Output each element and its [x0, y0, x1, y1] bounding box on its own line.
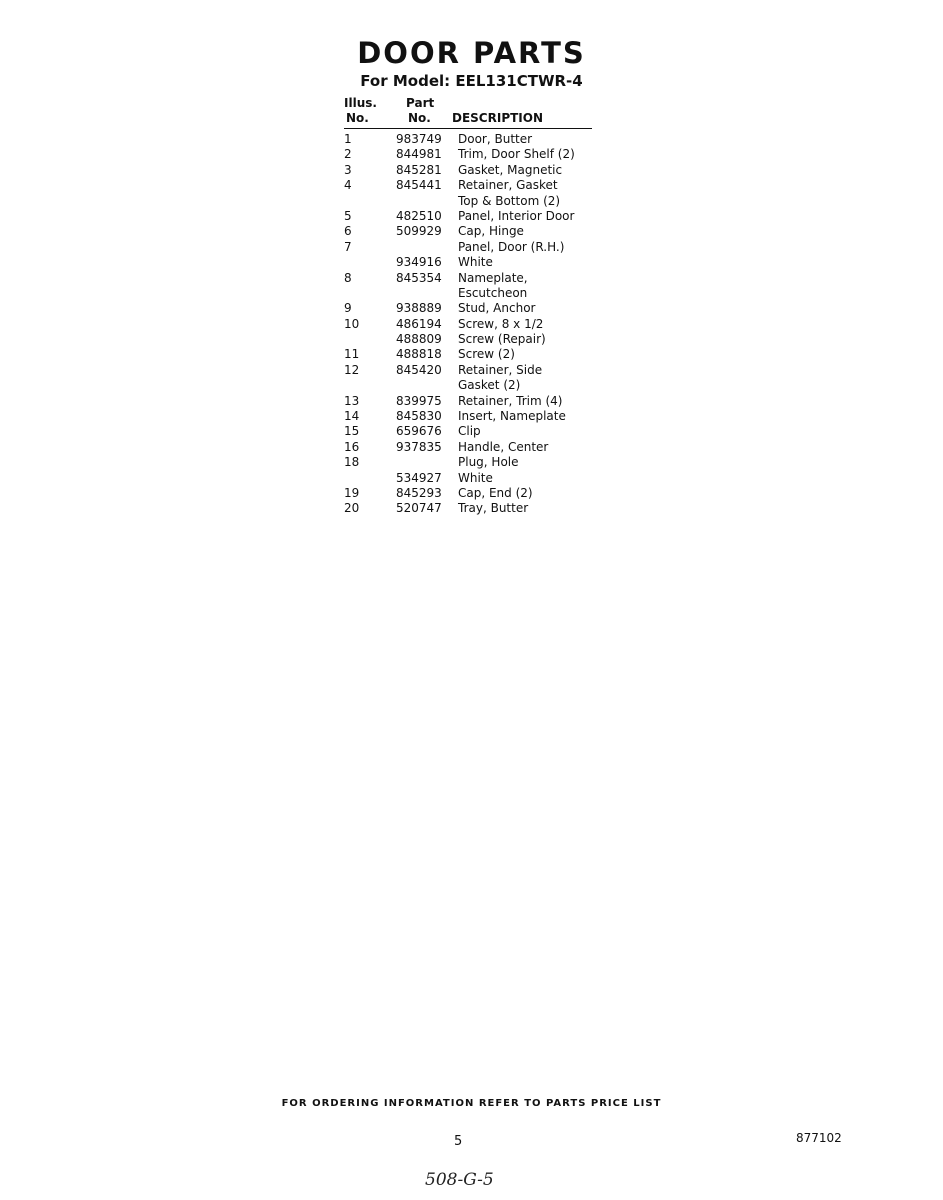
part-number: 659676 [396, 424, 442, 439]
table-row [344, 347, 592, 362]
table-row [344, 440, 592, 455]
illus-number: 5 [344, 208, 352, 223]
part-description: Top & Bottom (2) [458, 193, 561, 208]
part-description: Cap, Hinge [458, 224, 524, 239]
table-row [344, 224, 592, 239]
table-row [344, 163, 592, 178]
part-description: Clip [458, 424, 481, 439]
illus-number: 7 [344, 239, 352, 254]
part-description: Screw, 8 x 1/2 [458, 316, 544, 331]
part-number: 845441 [396, 178, 442, 193]
table-row [344, 455, 592, 470]
part-description: Gasket, Magnetic [458, 162, 563, 177]
parts-table [344, 95, 592, 517]
table-row [344, 486, 592, 501]
part-description: Panel, Interior Door [458, 208, 575, 223]
illus-number: 20 [344, 501, 360, 516]
part-description: Plug, Hole [458, 455, 519, 470]
part-number: 845281 [396, 162, 442, 177]
illus-number: 3 [344, 162, 352, 177]
illus-header-line1: Illus. [344, 96, 377, 110]
part-number: 845420 [396, 362, 442, 377]
illus-number: 2 [344, 147, 352, 162]
part-number: 845293 [396, 485, 442, 500]
part-number: 520747 [396, 501, 442, 516]
table-row [344, 363, 592, 378]
part-description: Handle, Center [458, 439, 549, 454]
page-number: 5 [454, 1134, 463, 1149]
part-number: 488818 [396, 347, 442, 362]
part-header-line2: No. [408, 111, 431, 125]
table-row [344, 194, 592, 209]
part-description: Retainer, Trim (4) [458, 393, 563, 408]
part-description: Stud, Anchor [458, 301, 536, 316]
table-row [344, 378, 592, 393]
part-description: Tray, Butter [458, 501, 529, 516]
page-title: DOOR PARTS [357, 36, 586, 70]
illus-number: 9 [344, 301, 352, 316]
ordering-note: FOR ORDERING INFORMATION REFER TO PARTS PRICE LIST [281, 1098, 662, 1109]
table-row [344, 209, 592, 224]
illus-number: 19 [344, 485, 360, 500]
illus-number: 12 [344, 362, 360, 377]
illus-number: 15 [344, 424, 360, 439]
table-row [344, 271, 592, 286]
part-description: Screw (Repair) [458, 332, 546, 347]
model-subtitle: For Model: EEL131CTWR-4 [360, 72, 583, 90]
part-number: 938889 [396, 301, 442, 316]
illus-header-line2: No. [346, 111, 369, 125]
illus-number: 18 [344, 455, 360, 470]
table-row [344, 132, 592, 147]
part-description: Gasket (2) [458, 378, 521, 393]
illus-number: 8 [344, 270, 352, 285]
table-row [344, 301, 592, 316]
part-number: 845830 [396, 409, 442, 424]
part-number: 482510 [396, 208, 442, 223]
table-header [344, 95, 592, 129]
part-description: White [458, 470, 493, 485]
document-number: 877102 [796, 1131, 842, 1145]
part-number: 839975 [396, 393, 442, 408]
illus-number: 1 [344, 132, 352, 146]
table-row [344, 240, 592, 255]
part-number: 488809 [396, 332, 442, 347]
illus-number: 14 [344, 409, 360, 424]
part-number: 534927 [396, 470, 442, 485]
handwritten-note: 508-G-5 [425, 1170, 494, 1190]
part-number: 934916 [396, 255, 442, 270]
part-number: 983749 [396, 132, 442, 146]
table-row [344, 394, 592, 409]
table-row [344, 286, 592, 301]
part-description: Retainer, Gasket [458, 178, 558, 193]
description-header: DESCRIPTION [452, 111, 544, 125]
part-description: Screw (2) [458, 347, 515, 362]
part-description: Retainer, Side [458, 362, 543, 377]
illus-number: 11 [344, 347, 360, 362]
table-row [344, 317, 592, 332]
table-row [344, 409, 592, 424]
part-description: Insert, Nameplate [458, 409, 566, 424]
illus-number: 16 [344, 439, 360, 454]
part-description: Escutcheon [458, 285, 528, 300]
table-row [344, 424, 592, 439]
part-description: Panel, Door (R.H.) [458, 239, 565, 254]
part-number: 844981 [396, 147, 442, 162]
part-description: Cap, End (2) [458, 485, 533, 500]
illus-number: 10 [344, 316, 360, 331]
part-number: 509929 [396, 224, 442, 239]
table-row [344, 471, 592, 486]
part-number: 845354 [396, 270, 442, 285]
part-header-line1: Part [406, 96, 435, 110]
table-body [344, 132, 592, 517]
part-description: Door, Butter [458, 132, 533, 146]
part-number: 486194 [396, 316, 442, 331]
table-row [344, 332, 592, 347]
illus-number: 4 [344, 178, 352, 193]
part-description: Nameplate, [458, 270, 528, 285]
table-row [344, 255, 592, 270]
part-description: Trim, Door Shelf (2) [458, 147, 575, 162]
illus-number: 13 [344, 393, 360, 408]
part-description: White [458, 255, 493, 270]
table-row [344, 147, 592, 162]
table-row [344, 178, 592, 193]
table-row [344, 501, 592, 516]
part-number: 937835 [396, 439, 442, 454]
illus-number: 6 [344, 224, 352, 239]
